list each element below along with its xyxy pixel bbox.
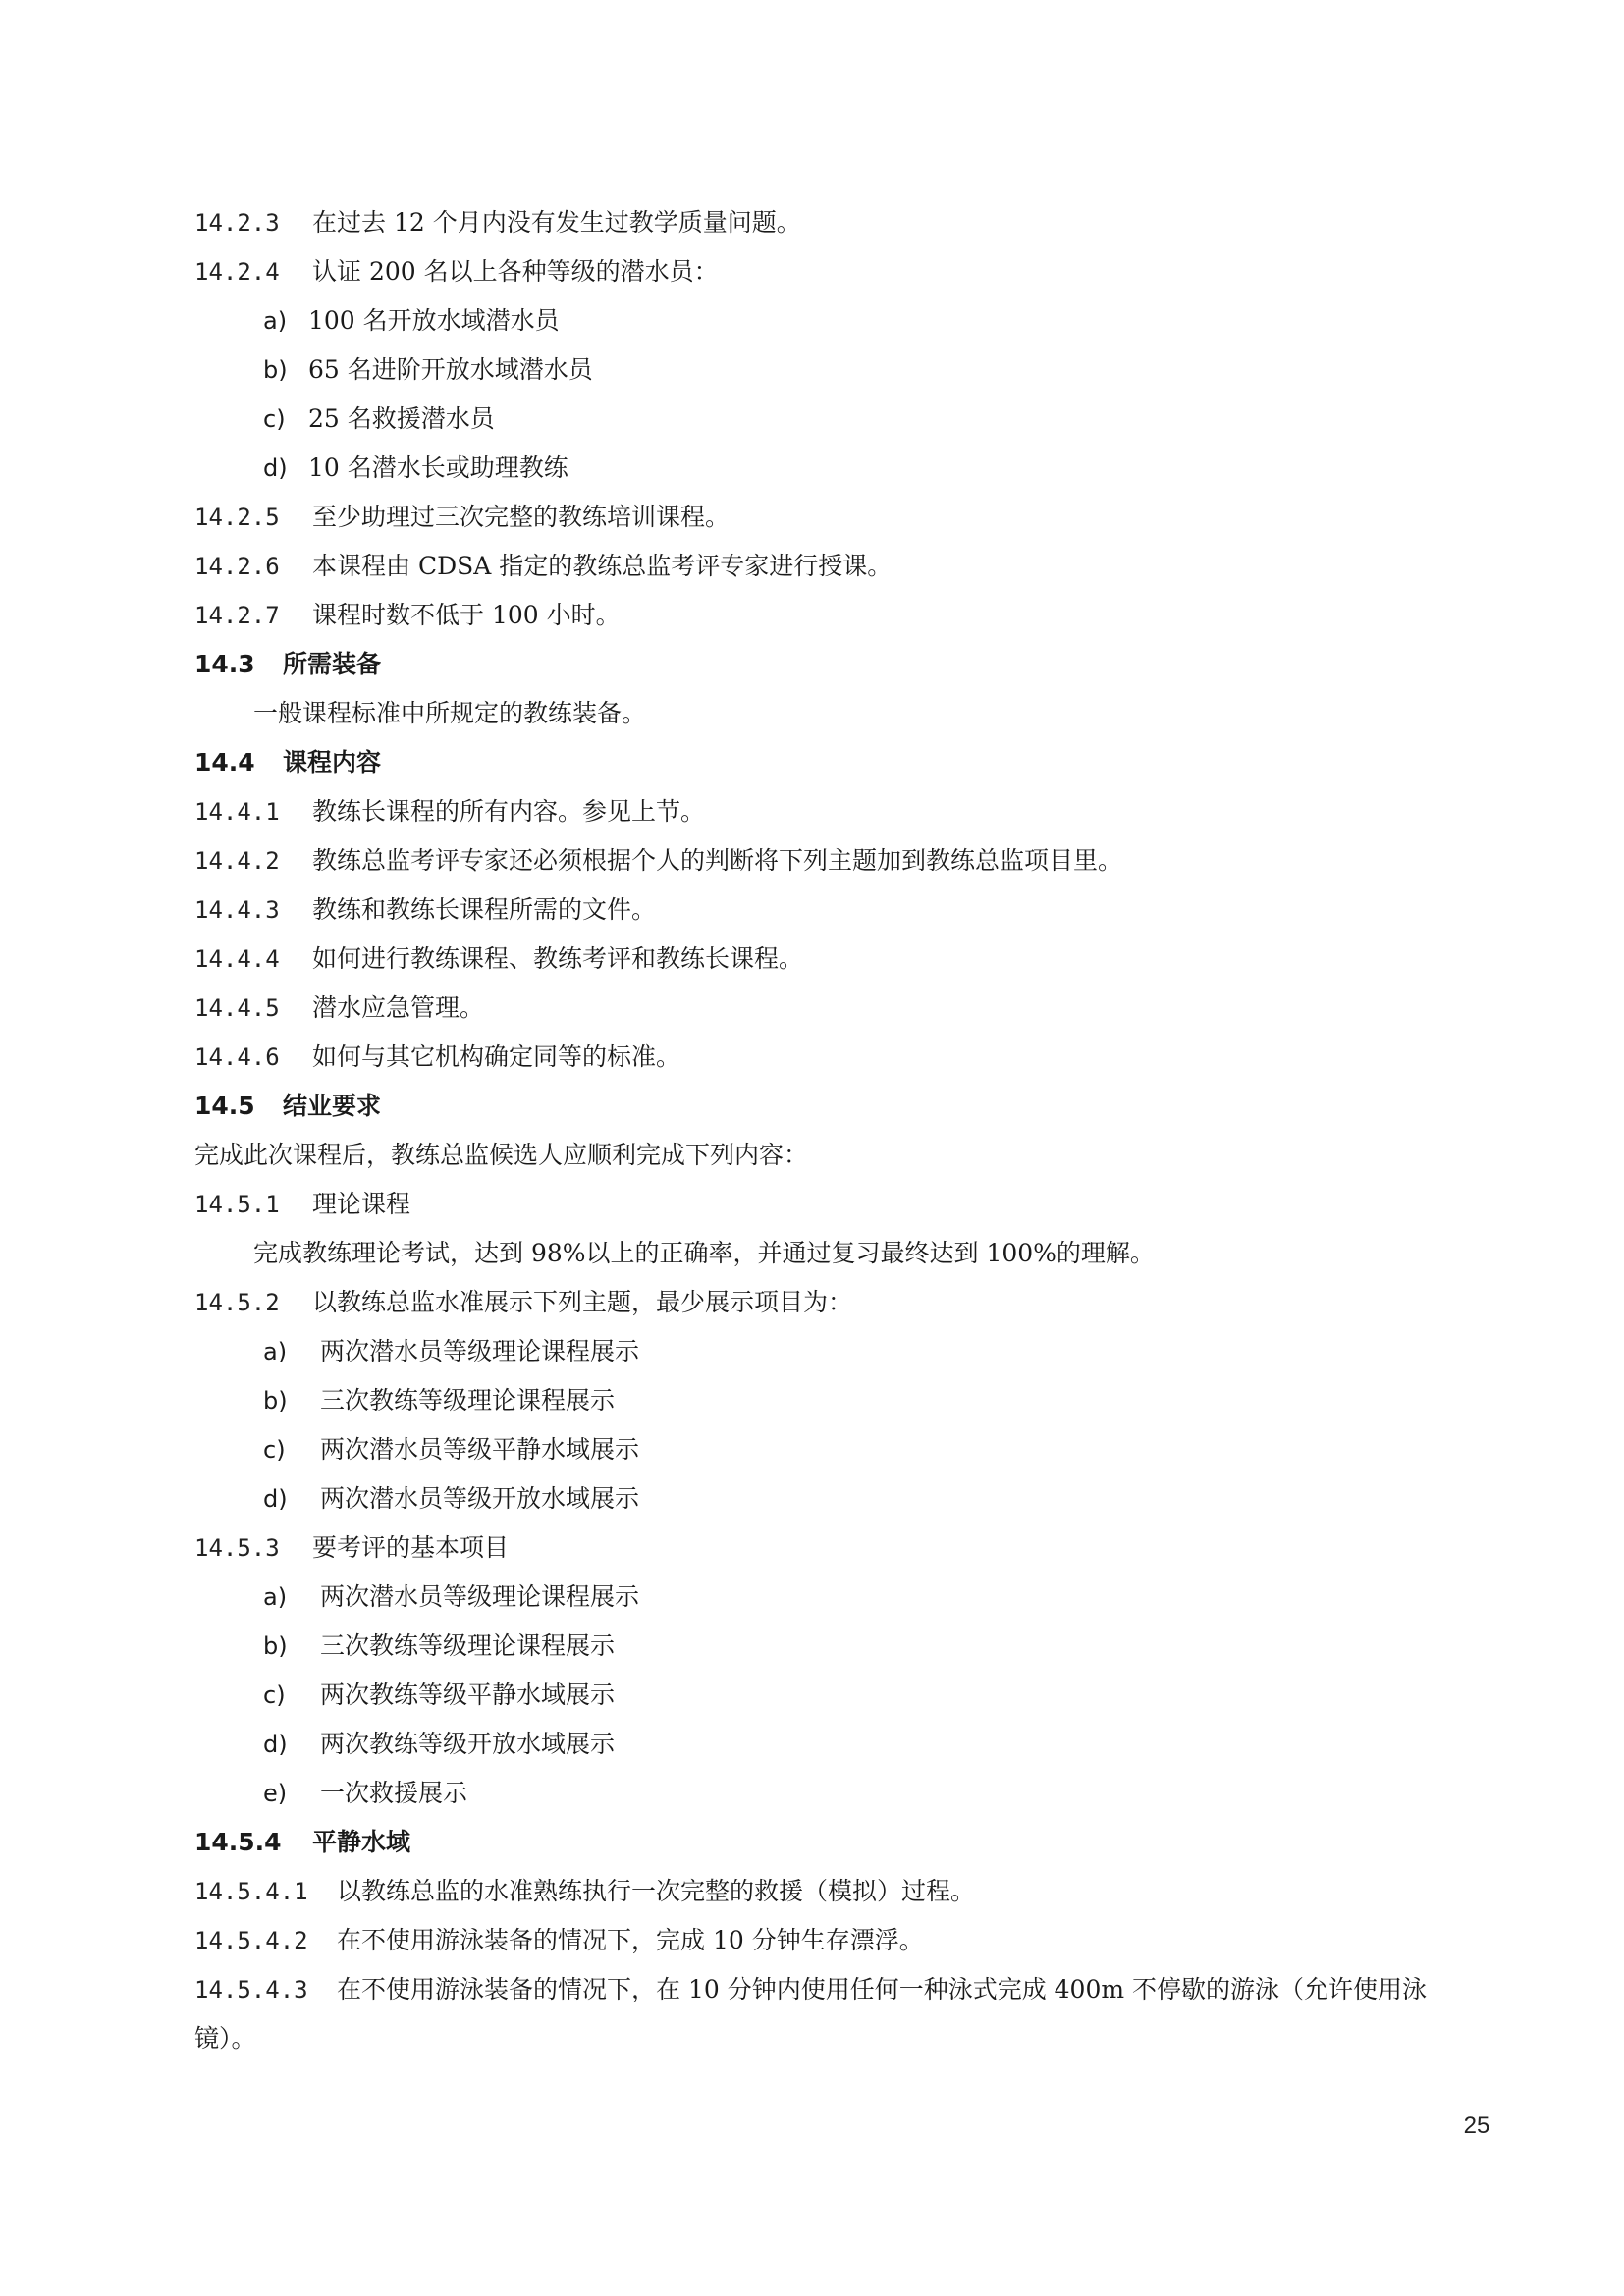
- list-label: b): [263, 356, 288, 384]
- clause-number: 14.4.4: [194, 945, 280, 973]
- section-heading-14-4: [194, 738, 1471, 787]
- clause-number: 14.2.5: [194, 504, 280, 531]
- clause-14-5-3: [194, 1523, 1471, 1573]
- list-text: 三次教练等级理论课程展示: [320, 1631, 616, 1660]
- clause-number: 14.5.1: [194, 1191, 280, 1218]
- list-text: 两次潜水员等级理论课程展示: [320, 1582, 640, 1611]
- clause-14-2-3: [194, 198, 1471, 247]
- clause-text: 以教练总监的水准熟练执行一次完整的救援（模拟）过程。: [337, 1877, 976, 1905]
- clause-number: 14.2.7: [194, 602, 280, 629]
- clause-14-5-4-2: [194, 1916, 1471, 1965]
- clause-text: 本课程由 CDSA 指定的教练总监考评专家进行授课。: [312, 552, 893, 580]
- clause-14-4-3: [194, 885, 1471, 934]
- clause-text: 教练总监考评专家还必须根据个人的判断将下列主题加到教练总监项目里。: [312, 846, 1123, 875]
- clause-14-5-2: [194, 1278, 1471, 1327]
- list-label: b): [263, 1387, 288, 1415]
- list-item: [194, 1474, 1471, 1523]
- clause-number: 14.5.2: [194, 1289, 280, 1316]
- list-text: 100 名开放水域潜水员: [308, 306, 560, 335]
- clause-text: 认证 200 名以上各种等级的潜水员：: [312, 257, 719, 286]
- clause-text: 教练长课程的所有内容。参见上节。: [312, 797, 706, 826]
- paragraph: [194, 1131, 1471, 1180]
- paragraph: [194, 689, 1471, 738]
- clause-14-2-5: [194, 493, 1471, 542]
- list-text: 两次潜水员等级开放水域展示: [320, 1484, 640, 1513]
- list-item: [194, 1769, 1471, 1818]
- list-label: a): [263, 1583, 288, 1611]
- clause-14-4-5: [194, 984, 1471, 1033]
- section-number: 14.4: [194, 748, 255, 776]
- clause-number: 14.4.3: [194, 896, 280, 924]
- clause-14-4-2: [194, 836, 1471, 885]
- section-number: 14.5: [194, 1092, 255, 1120]
- clause-text: 潜水应急管理。: [312, 993, 485, 1022]
- clause-text: 课程时数不低于 100 小时。: [312, 601, 621, 629]
- clause-14-5-4-1: [194, 1867, 1471, 1916]
- list-item: [194, 1425, 1471, 1474]
- list-label: b): [263, 1632, 288, 1660]
- section-heading-14-5: [194, 1082, 1471, 1131]
- list-item: [194, 1671, 1471, 1720]
- section-title: 课程内容: [283, 748, 382, 776]
- list-label: d): [263, 1731, 288, 1758]
- clause-14-2-4: [194, 247, 1471, 296]
- clause-number: 14.4.5: [194, 994, 280, 1022]
- paragraph: [194, 1229, 1471, 1278]
- list-item: [194, 1573, 1471, 1622]
- clause-text: 如何与其它机构确定同等的标准。: [312, 1042, 681, 1071]
- list-item: [194, 1720, 1471, 1769]
- clause-number: 14.5.4.3: [194, 1976, 308, 2003]
- clause-text: 如何进行教练课程、教练考评和教练长课程。: [312, 944, 804, 973]
- list-label: c): [263, 1682, 286, 1709]
- section-number: 14.5.4: [194, 1828, 282, 1856]
- section-number: 14.3: [194, 650, 255, 678]
- clause-number: 14.2.3: [194, 209, 280, 237]
- clause-number: 14.5.4.2: [194, 1927, 308, 1954]
- clause-number: 14.2.6: [194, 553, 280, 580]
- clause-14-2-7: [194, 591, 1471, 640]
- clause-number: 14.4.1: [194, 798, 280, 826]
- list-text: 一次救援展示: [320, 1779, 468, 1807]
- list-text: 三次教练等级理论课程展示: [320, 1386, 616, 1415]
- list-label: d): [263, 454, 288, 482]
- clause-text: 理论课程: [312, 1190, 411, 1218]
- paragraph-text: 一般课程标准中所规定的教练装备。: [253, 699, 647, 727]
- clause-text: 教练和教练长课程所需的文件。: [312, 895, 657, 924]
- list-item: [194, 1376, 1471, 1425]
- clause-14-4-4: [194, 934, 1471, 984]
- paragraph-text: 完成此次课程后，教练总监候选人应顺利完成下列内容：: [194, 1141, 809, 1169]
- clause-14-2-6: [194, 542, 1471, 591]
- clause-text: 在不使用游泳装备的情况下，在 10 分钟内使用任何一种泳式完成 400m 不停歇的游泳（允许使用泳镜）。: [194, 1975, 1428, 2053]
- list-text: 25 名救援潜水员: [308, 404, 495, 433]
- list-text: 两次潜水员等级平静水域展示: [320, 1435, 640, 1464]
- clause-number: 14.5.4.1: [194, 1878, 308, 1905]
- list-label: d): [263, 1485, 288, 1513]
- paragraph-text: 完成教练理论考试，达到 98%以上的正确率，并通过复习最终达到 100%的理解。: [253, 1239, 1155, 1267]
- section-heading-14-5-4: [194, 1818, 1471, 1867]
- list-item: [194, 444, 1471, 493]
- clause-14-5-1: [194, 1180, 1471, 1229]
- clause-text: 以教练总监水准展示下列主题，最少展示项目为：: [312, 1288, 853, 1316]
- clause-text: 至少助理过三次完整的教练培训课程。: [312, 503, 731, 531]
- list-text: 10 名潜水长或助理教练: [308, 454, 568, 482]
- list-label: a): [263, 307, 288, 335]
- list-label: e): [263, 1780, 288, 1807]
- list-item: [194, 395, 1471, 444]
- list-text: 两次教练等级开放水域展示: [320, 1730, 616, 1758]
- clause-14-4-6: [194, 1033, 1471, 1082]
- list-label: c): [263, 405, 286, 433]
- page-number: 25: [1463, 2112, 1490, 2139]
- list-item: [194, 346, 1471, 395]
- list-item: [194, 1622, 1471, 1671]
- clause-number: 14.2.4: [194, 258, 280, 286]
- section-title: 平静水域: [312, 1828, 411, 1856]
- clause-14-5-4-3: [194, 1965, 1471, 2063]
- list-text: 两次潜水员等级理论课程展示: [320, 1337, 640, 1365]
- list-item: [194, 1327, 1471, 1376]
- list-item: [194, 296, 1471, 346]
- clause-number: 14.5.3: [194, 1534, 280, 1562]
- list-label: c): [263, 1436, 286, 1464]
- clause-text: 在过去 12 个月内没有发生过教学质量问题。: [312, 208, 801, 237]
- clause-text: 在不使用游泳装备的情况下，完成 10 分钟生存漂浮。: [337, 1926, 924, 1954]
- clause-text: 要考评的基本项目: [312, 1533, 510, 1562]
- list-text: 65 名进阶开放水域潜水员: [308, 355, 593, 384]
- section-heading-14-3: [194, 640, 1471, 689]
- page-content: [194, 198, 1471, 2063]
- clause-number: 14.4.2: [194, 847, 280, 875]
- list-label: a): [263, 1338, 288, 1365]
- section-title: 结业要求: [283, 1092, 382, 1120]
- list-text: 两次教练等级平静水域展示: [320, 1681, 616, 1709]
- clause-14-4-1: [194, 787, 1471, 836]
- section-title: 所需装备: [283, 650, 382, 678]
- clause-number: 14.4.6: [194, 1043, 280, 1071]
